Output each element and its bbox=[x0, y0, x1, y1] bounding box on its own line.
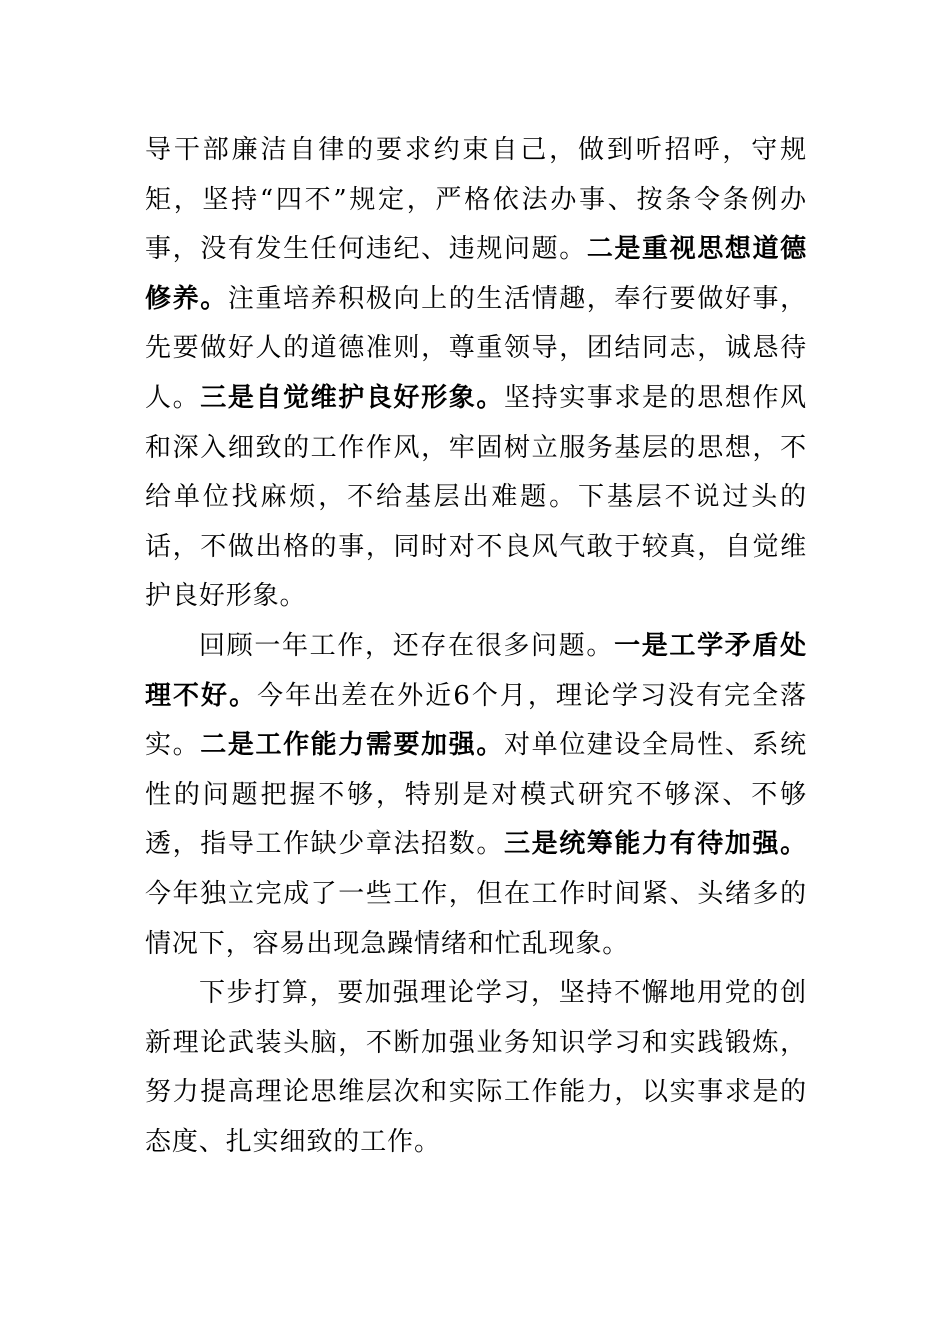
paragraph-plan bbox=[145, 969, 807, 1167]
text-run: 对单位建设全局性、系统性的问题把握不够，特别是对模式研究不够深、不够透，指导工作缺少章法招数。 bbox=[145, 730, 807, 860]
text-run: 下步打算，要加强理论学习，坚持不懈地用党的创新理论武装头脑，不断加强业务知识学习和实践锻炼，努力提高理论思维层次和实际工作能力，以实事求是的态度、扎实细致的工作。 bbox=[145, 978, 807, 1157]
bold-heading-run: 三是统筹能力有待加强。 bbox=[503, 829, 807, 860]
text-run: 回顾一年工作，还存在很多问题。 bbox=[199, 630, 615, 661]
text-run: 导干部廉洁自律的要求约束自己，做到听招呼，守规矩，坚持“四不”规定，严格依法办事、按条令条例办事，没有发生任何违纪、违规问题。 bbox=[145, 135, 807, 265]
text-run: 今年独立完成了一些工作，但在工作时间紧、头绪多的情况下，容易出现急躁情绪和忙乱现象。 bbox=[145, 878, 807, 959]
text-run: 坚持实事求是的思想作风和深入细致的工作作风，牢固树立服务基层的思想，不给单位找麻烦，不给基层出难题。下基层不说过头的话，不做出格的事，同时对不良风气敢于较真，自觉维护良好形象。 bbox=[145, 382, 807, 612]
bold-heading-run: 二是工作能力需要加强。 bbox=[200, 730, 504, 761]
paragraph-continuation bbox=[145, 126, 807, 622]
bold-heading-run: 二是重视思想道德修养。 bbox=[145, 234, 808, 314]
text-run: 今年出差在外近6个月，理论学习没有完全落实。 bbox=[145, 680, 808, 761]
document-body bbox=[145, 126, 807, 1167]
bold-heading-run: 一是工学矛盾处理不好。 bbox=[145, 630, 807, 711]
text-run: 注重培养积极向上的生活情趣，奉行要做好事，先要做好人的道德准则，尊重领导，团结同志，诚恳待人。 bbox=[145, 283, 807, 413]
paragraph-review bbox=[145, 622, 807, 969]
bold-heading-run: 三是自觉维护良好形象。 bbox=[200, 382, 504, 413]
